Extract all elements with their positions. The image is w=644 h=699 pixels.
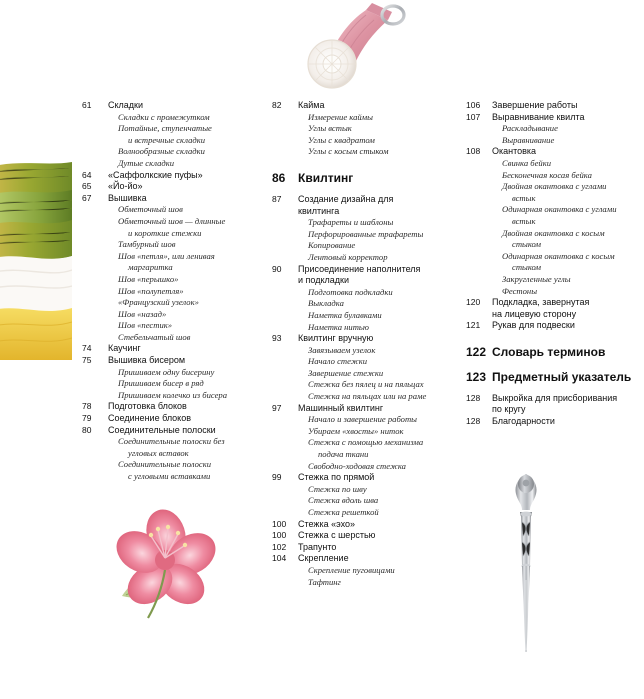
toc-entry-label: Кайма: [298, 100, 325, 110]
toc-entry-label: Соединительные полоски без: [118, 436, 225, 447]
toc-subentry[interactable]: [82, 135, 247, 147]
toc-subentry[interactable]: [272, 507, 447, 519]
toc-subentry[interactable]: [82, 332, 247, 344]
toc-subentry[interactable]: [82, 158, 247, 170]
toc-page-number: 61: [82, 100, 92, 110]
toc-entry[interactable]: [272, 472, 447, 484]
toc-entry-label: Свободно-ходовая стежка: [308, 460, 406, 471]
toc-entry-label: Обметочный шов: [118, 204, 183, 215]
toc-entry-label: Стежка «эхо»: [298, 518, 355, 529]
toc-subentry[interactable]: [466, 251, 638, 263]
toc-entry-label: Копирование: [308, 240, 356, 251]
toc-subentry[interactable]: [466, 262, 638, 274]
toc-subentry[interactable]: [82, 367, 247, 379]
toc-subentry[interactable]: [82, 251, 247, 263]
toc-entry[interactable]: [272, 553, 447, 565]
toc-subentry[interactable]: [272, 252, 447, 264]
toc-subentry[interactable]: [272, 146, 447, 158]
toc-subentry[interactable]: [82, 112, 247, 124]
toc-subentry[interactable]: [82, 274, 247, 286]
toc-subentry[interactable]: [272, 135, 447, 147]
toc-entry[interactable]: [82, 100, 247, 112]
toc-entry[interactable]: [466, 112, 638, 124]
toc-entry-label: Складки: [108, 100, 144, 110]
toc-spacer: [466, 361, 638, 368]
toc-subentry[interactable]: [272, 391, 447, 403]
toc-entry-label: Вышивка бисером: [108, 355, 186, 366]
toc-entry-label: Лентовый корректор: [308, 251, 388, 262]
toc-entry[interactable]: [466, 146, 638, 158]
toc-subentry[interactable]: [82, 320, 247, 332]
toc-subentry[interactable]: [272, 484, 447, 496]
toc-page-number: 107: [466, 111, 481, 122]
toc-entry-label: Пришиваем колечко из бисера: [118, 389, 227, 400]
toc-entry-label: Подготовка подкладки: [308, 286, 393, 297]
toc-entry[interactable]: [82, 343, 247, 355]
toc-page-number: 100: [272, 530, 287, 541]
toc-page-number: 90: [272, 263, 282, 274]
toc-subentry[interactable]: [466, 239, 638, 251]
toc-subentry[interactable]: [82, 239, 247, 251]
toc-page-number: 86: [272, 170, 286, 185]
toc-entry-label: Стежка с помощью механизма: [308, 437, 424, 448]
toc-subentry[interactable]: [272, 379, 447, 391]
toc-entry-label: Создание дизайна для: [298, 193, 394, 204]
toc-entry-label: Присоединение наполнителя: [298, 263, 421, 274]
toc-entry-label: Стежка без пялец и на пяльцах: [308, 379, 424, 390]
toc-entry-label: Шов «пестик»: [118, 320, 173, 331]
toc-page-number: 100: [272, 518, 287, 529]
toc-page-number: 123: [466, 369, 487, 384]
toc-subentry[interactable]: [272, 112, 447, 124]
toc-entry-label: «Йо-йо»: [108, 181, 143, 192]
toc-page-number: 65: [82, 181, 92, 192]
toc-entry-label: подача ткани: [318, 449, 369, 460]
toc-entry-label: Дутые складки: [118, 157, 175, 168]
toc-subentry[interactable]: [82, 309, 247, 321]
toc-entry-label: Шов «петля», или ленивая: [118, 250, 215, 261]
toc-entry-label: Тамбурный шов: [118, 239, 176, 250]
toc-column-middle: [272, 100, 447, 588]
toc-entry-label: Благодарности: [492, 416, 555, 427]
toc-subentry[interactable]: [272, 123, 447, 135]
toc-column-left: [82, 100, 247, 483]
toc-subentry[interactable]: [272, 449, 447, 461]
toc-entry-label: Вышивка: [108, 192, 147, 203]
toc-entry-label: угловых вставок: [128, 447, 189, 458]
toc-spacer: [272, 187, 447, 194]
toc-entry-label: Стежка по шву: [308, 483, 367, 494]
toc-entry-label: Окантовка: [492, 146, 537, 157]
toc-subentry[interactable]: [466, 274, 638, 286]
toc-entry-label: Начало стежки: [308, 356, 368, 367]
toc-entry[interactable]: [272, 403, 447, 415]
toc-page-number: 97: [272, 402, 282, 413]
toc-entry[interactable]: [466, 100, 638, 112]
toc-entry-label: на лицевую сторону: [492, 308, 577, 319]
toc-page-number: 128: [466, 416, 481, 427]
toc-subentry[interactable]: [272, 298, 447, 310]
toc-entry[interactable]: [466, 297, 638, 309]
toc-entry-label: Машинный квилтинг: [298, 402, 384, 413]
toc-page-number: 78: [82, 401, 92, 412]
toc-entry-label: Углы с косым стыком: [308, 146, 389, 157]
toc-page-number: 75: [82, 355, 92, 366]
toc-subentry[interactable]: [466, 204, 638, 216]
toc-page-number: 120: [466, 297, 481, 308]
toc-entry[interactable]: [272, 169, 447, 187]
toc-subentry[interactable]: [82, 228, 247, 240]
toc-entry-label: «Саффолкские пуфы»: [108, 169, 203, 180]
toc-entry-label: Выкройка для присборивания: [492, 392, 618, 403]
toc-subentry[interactable]: [466, 123, 638, 135]
toc-spacer: [466, 386, 638, 393]
toc-entry-label: Стежка на пяльцах или на раме: [308, 391, 427, 402]
toc-subentry[interactable]: [466, 170, 638, 182]
toc-entry-label: Подготовка блоков: [108, 401, 187, 412]
toc-entry-label: встык: [512, 192, 536, 203]
toc-entry-label: Шов «назад»: [118, 308, 167, 319]
toc-page-number: 122: [466, 344, 487, 359]
toc-subentry[interactable]: [272, 310, 447, 322]
toc-entry-label: встык: [512, 215, 536, 226]
toc-subentry[interactable]: [272, 217, 447, 229]
toc-page-number: 93: [272, 333, 282, 344]
toc-entry[interactable]: [272, 206, 447, 218]
toc-entry-label: Выравнивание квилта: [492, 111, 585, 122]
toc-entry-label: Завершение стежки: [308, 367, 384, 378]
toc-entry-label: с угловыми вставками: [128, 471, 211, 481]
toc-subentry[interactable]: [82, 390, 247, 402]
toc-subentry[interactable]: [272, 426, 447, 438]
toc-entry[interactable]: [466, 309, 638, 321]
toc-subentry[interactable]: [272, 565, 447, 577]
toc-page-number: 108: [466, 146, 481, 157]
toc-page-number: 80: [82, 424, 92, 435]
toc-subentry[interactable]: [466, 158, 638, 170]
toc-entry-label: Трапунто: [298, 541, 337, 552]
toc-entry-label: Наметка нитью: [308, 321, 369, 332]
toc-entry[interactable]: [82, 413, 247, 425]
toc-entry[interactable]: [466, 416, 638, 428]
toc-entry-label: Стебельчатый шов: [118, 331, 191, 342]
toc-entry-label: Квилтинг: [298, 170, 354, 185]
toc-subentry[interactable]: [272, 322, 447, 334]
toc-entry[interactable]: [466, 393, 638, 405]
toc-subentry[interactable]: [272, 229, 447, 241]
toc-subentry[interactable]: [272, 345, 447, 357]
toc-subentry[interactable]: [82, 297, 247, 309]
toc-entry-label: Стежка с шерстью: [298, 530, 376, 541]
toc-entry[interactable]: [82, 193, 247, 205]
toc-entry-label: Выравнивание: [502, 134, 555, 145]
toc-entry-label: Углы встык: [308, 123, 352, 134]
toc-subentry[interactable]: [82, 204, 247, 216]
toc-entry[interactable]: [272, 519, 447, 531]
toc-entry-label: стыком: [512, 262, 541, 273]
toc-entry-label: Бесконечная косая бейка: [502, 169, 592, 180]
toc-entry-label: квилтинга: [298, 205, 340, 216]
toc-entry-label: Соединение блоков: [108, 413, 192, 424]
toc-page-number: 82: [272, 100, 282, 110]
toc-entry-label: Волнообразные складки: [118, 146, 205, 157]
toc-subentry[interactable]: [82, 262, 247, 274]
toc-entry-label: и короткие стежки: [128, 227, 202, 238]
toc-page-number: 79: [82, 413, 92, 424]
toc-entry-label: Двойная окантовка с углами: [502, 181, 607, 192]
toc-entry-label: Выкладка: [308, 298, 344, 309]
toc-entry-label: Трафареты и шаблоны: [308, 217, 394, 228]
toc-subentry[interactable]: [272, 437, 447, 449]
toc-subentry[interactable]: [466, 228, 638, 240]
toc-subentry[interactable]: [272, 495, 447, 507]
toc-subentry[interactable]: [82, 471, 247, 483]
toc-entry-label: Наметка булавками: [308, 309, 382, 320]
toc-entry-label: Каучинг: [108, 343, 141, 354]
toc-entry-label: Предметный указатель: [492, 369, 632, 384]
toc-subentry[interactable]: [272, 461, 447, 473]
toc-entry[interactable]: [272, 264, 447, 276]
toc-entry-label: Потайные, ступенчатые: [118, 123, 212, 134]
toc-page-number: 102: [272, 541, 287, 552]
toc-entry[interactable]: [466, 404, 638, 416]
toc-entry-label: Углы с квадратом: [308, 134, 375, 145]
toc-entry-label: Шов «полупетля»: [118, 285, 184, 296]
toc-entry-label: Одинарная окантовка с косым: [502, 250, 615, 261]
toc-entry-label: Скрепление: [298, 553, 349, 564]
toc-entry-label: Стежка решеткой: [308, 507, 379, 517]
toc-entry[interactable]: [466, 343, 638, 361]
toc-entry-label: Словарь терминов: [492, 344, 606, 359]
toc-entry[interactable]: [272, 275, 447, 287]
toc-entry-label: Двойная окантовка с косым: [502, 227, 605, 238]
toc-page-number: 67: [82, 192, 92, 203]
toc-entry-label: Раскладывание: [502, 123, 558, 134]
toc-entry-label: Перфорированные трафареты: [308, 228, 424, 239]
toc-entry[interactable]: [466, 320, 638, 332]
toc-subentry[interactable]: [272, 577, 447, 589]
toc-page-number: 121: [466, 320, 481, 331]
toc-entry[interactable]: [82, 401, 247, 413]
toc-entry[interactable]: [272, 100, 447, 112]
toc-entry[interactable]: [82, 355, 247, 367]
toc-subentry[interactable]: [82, 459, 247, 471]
toc-entry-label: Стежка по прямой: [298, 472, 375, 483]
toc-page-number: 87: [272, 193, 282, 204]
toc-entry-label: Обметочный шов — длинные: [118, 215, 226, 226]
toc-entry-label: Складки с промежутком: [118, 111, 210, 122]
toc-subentry[interactable]: [82, 123, 247, 135]
toc-entry-label: «Французский узелок»: [118, 297, 199, 308]
toc-entry-label: Свинка бейки: [502, 157, 552, 168]
toc-entry-label: Соединительные полоски: [118, 459, 212, 470]
toc-subentry[interactable]: [466, 193, 638, 205]
toc-page-number: 99: [272, 472, 282, 483]
toc-entry-label: Соединительные полоски: [108, 424, 216, 435]
toc-entry-label: и подкладки: [298, 275, 349, 286]
toc-subentry[interactable]: [272, 414, 447, 426]
toc-entry-label: Скрепление пуговицами: [308, 564, 395, 575]
toc-entry[interactable]: [466, 368, 638, 386]
toc-spacer: [272, 158, 447, 169]
toc-entry-label: Измерение каймы: [308, 111, 373, 122]
toc-subentry[interactable]: [466, 181, 638, 193]
toc-subentry[interactable]: [466, 135, 638, 147]
toc-entry-label: Завязываем узелок: [308, 344, 376, 355]
toc-entry-label: маргаритка: [128, 262, 173, 273]
toc-entry-label: Начало и завершение работы: [308, 414, 417, 425]
toc-subentry[interactable]: [82, 436, 247, 448]
toc-entry-label: Шов «перышко»: [118, 273, 179, 284]
toc-entry[interactable]: [272, 333, 447, 345]
toc-subentry[interactable]: [82, 448, 247, 460]
toc-spacer: [466, 332, 638, 343]
toc-entry-label: Завершение работы: [492, 100, 578, 110]
toc-entry-label: Одинарная окантовка с углами: [502, 204, 617, 215]
toc-entry[interactable]: [272, 530, 447, 542]
toc-subentry[interactable]: [466, 216, 638, 228]
toc-subentry[interactable]: [82, 146, 247, 158]
toc-entry[interactable]: [82, 181, 247, 193]
toc-entry-label: по кругу: [492, 404, 526, 415]
toc-subentry[interactable]: [272, 356, 447, 368]
toc-subentry[interactable]: [82, 286, 247, 298]
toc-subentry[interactable]: [272, 287, 447, 299]
toc-entry[interactable]: [272, 194, 447, 206]
toc-entry-label: Пришиваем одну бисерину: [118, 366, 215, 377]
toc-entry-label: Рукав для подвески: [492, 320, 575, 331]
toc-entry-label: и встречные складки: [128, 134, 206, 145]
toc-entry-label: стыком: [512, 239, 541, 250]
toc-entry-label: Квилтинг вручную: [298, 333, 374, 344]
toc-column-right: [466, 100, 638, 428]
toc-entry[interactable]: [82, 170, 247, 182]
toc-subentry[interactable]: [466, 286, 638, 298]
toc-page-number: 74: [82, 343, 92, 354]
toc-entry-label: Подкладка, завернутая: [492, 297, 590, 308]
toc-subentry[interactable]: [272, 368, 447, 380]
toc-entry-label: Убираем «хвосты» ниток: [308, 425, 404, 436]
toc-subentry[interactable]: [82, 216, 247, 228]
toc-page-number: 106: [466, 100, 481, 110]
toc-entry[interactable]: [272, 542, 447, 554]
toc-entry-label: Пришиваем бисер в ряд: [118, 378, 204, 389]
toc-page-number: 128: [466, 392, 481, 403]
toc-subentry[interactable]: [272, 240, 447, 252]
toc-page-number: 64: [82, 169, 92, 180]
toc-entry-label: Фестоны: [502, 285, 538, 296]
toc-page-number: 104: [272, 553, 287, 564]
toc-entry-label: Тафтинг: [308, 576, 341, 587]
toc-entry[interactable]: [82, 425, 247, 437]
toc-subentry[interactable]: [82, 378, 247, 390]
toc-entry-label: Стежка вдоль шва: [308, 495, 379, 506]
toc-entry-label: Закругленные углы: [502, 273, 571, 284]
